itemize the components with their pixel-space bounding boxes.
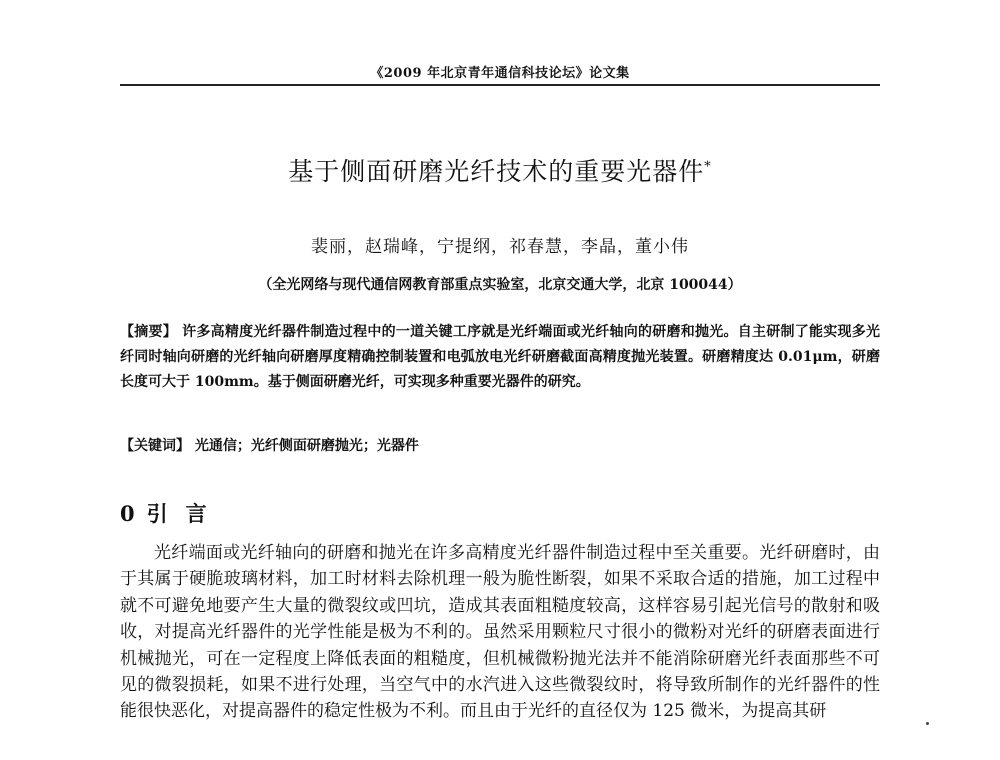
abstract-label: 【摘要】	[120, 324, 177, 340]
keywords-text: 光通信；光纤侧面研磨抛光；光器件	[190, 438, 419, 454]
header-rule	[120, 84, 880, 86]
affiliation: （全光网络与现代通信网教育部重点实验室，北京交通大学，北京 100044）	[258, 277, 742, 293]
body-paragraph: 光纤端面或光纤轴向的研磨和抛光在许多高精度光纤器件制造过程中至关重要。光纤研磨时，由于其属于硬脆玻璃材料，加工时材料去除机理一般为脆性断裂，如果不采取合适的措施，加工过程中就不可避免地要产生大量的微裂纹或凹坑，造成其表面粗糙度较高，这样容易引起光信号的散射和吸收，对提高光纤器件的光学性能是极为不利的。虽然采用颗粒尺寸很小的微粉对光纤的研磨表面进行机械抛光，可在一定程度上降低表面的粗糙度，但机械微粉抛光法并不能消除研磨光纤表面那些不可见的微裂损耗，如果不进行处理，当空气中的水汽进入这些微裂纹时，将导致所制作的光纤器件的性能很快恶化，对提高器件的稳定性极为不利。而且由于光纤的直径仅为 125 微米，为提高其研	[120, 543, 880, 722]
margin-dot	[926, 722, 929, 725]
paper-title	[120, 152, 880, 188]
abstract	[120, 320, 880, 395]
paper-title-text: 基于侧面研磨光纤技术的重要光器件	[288, 157, 705, 186]
section-number: 0	[120, 501, 135, 526]
section-heading	[120, 498, 225, 528]
keywords	[120, 434, 880, 459]
abstract-text: 许多高精度光纤器件制造过程中的一道关键工序就是光纤端面或光纤轴向的研磨和抛光。自主研制了能实现多光纤同时轴向研磨的光纤轴向研磨厚度精确控制装置和电弧放电光纤研磨截面高精度抛光装置。研磨精度达 0.01μm，研磨长度可大于 100mm。基于侧面研磨光纤，可实现多种重要光器件的研究。	[120, 324, 881, 390]
section-title: 引言	[146, 501, 225, 526]
running-header: 《2009 年北京青年通信科技论坛》论文集	[370, 66, 630, 81]
author-list: 裴丽，赵瑞峰，宁提纲，祁春慧，李晶，董小伟	[311, 237, 689, 257]
keywords-label: 【关键词】	[120, 438, 190, 454]
title-footnote-mark: *	[704, 159, 712, 175]
